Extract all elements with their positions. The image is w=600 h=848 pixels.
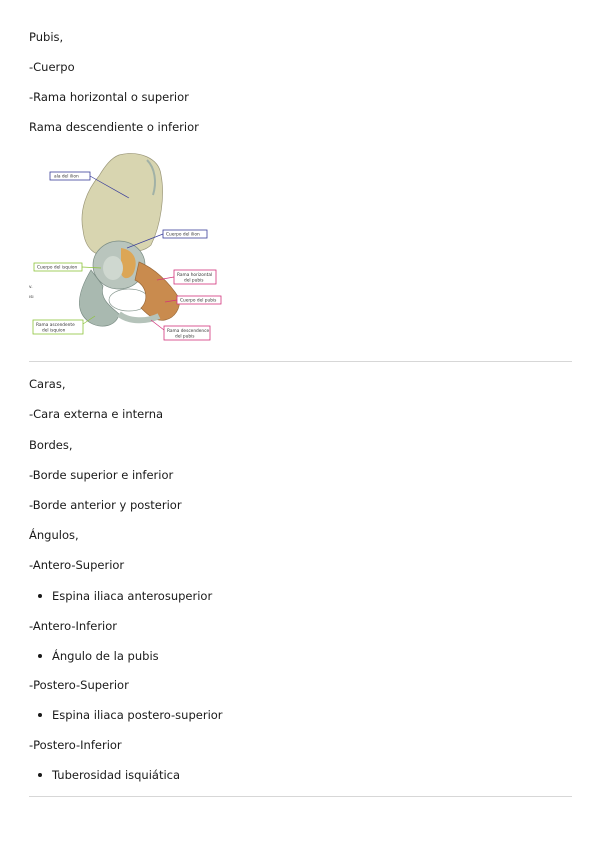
bullet-icon [38, 654, 42, 658]
text-rama-descendiente: Rama descendiente o inferior [29, 120, 199, 134]
label-rama-isquion-2: del isquion [42, 328, 66, 334]
label-ala-ilion: ala del ilion [54, 174, 79, 180]
label-rama-pubis-2: del pubis [175, 334, 195, 340]
divider [29, 796, 572, 797]
bullet-text: Espina iliaca anterosuperior [52, 589, 213, 603]
label-cuerpo-ilion: Cuerpo del ilion [166, 232, 200, 238]
text-postero-inferior: -Postero-Inferior [29, 738, 122, 752]
label-rama-pubis-1: Rama descendence [167, 329, 210, 334]
text-rama-horizontal: -Rama horizontal o superior [29, 90, 189, 104]
text-postero-superior: -Postero-Superior [29, 678, 129, 692]
bullet-icon [38, 713, 42, 717]
text-borde-superior: -Borde superior e inferior [29, 468, 174, 482]
text-borde-anterior: -Borde anterior y posterior [29, 498, 182, 512]
label-cuerpo-isquion: Cuerpo del isquion [37, 265, 78, 271]
text-antero-inferior: -Antero-Inferior [29, 619, 118, 633]
heading-angulos: Ángulos, [29, 528, 79, 542]
text-cara: -Cara externa e interna [29, 407, 164, 421]
heading-bordes: Bordes, [29, 438, 73, 452]
margin-text-2: ısı [29, 295, 34, 300]
label-rama-horizontal-1: Rama horizontal [177, 273, 213, 278]
label-rama-horizontal-2: del pubis [184, 278, 204, 284]
bullet-text: Ángulo de la pubis [52, 649, 159, 663]
bullet-text: Espina iliaca postero-superior [52, 708, 223, 722]
heading-caras: Caras, [29, 377, 66, 391]
bullet-text: Tuberosidad isquiática [52, 768, 181, 782]
margin-text-1: v. [29, 285, 33, 290]
heading-pubis: Pubis, [29, 30, 64, 44]
divider [29, 361, 572, 362]
label-rama-isquion-1: Rama ascendente [36, 323, 75, 328]
ilium-wing [82, 154, 163, 255]
hip-bone-figure [29, 150, 224, 345]
bullet-icon [38, 594, 42, 598]
bullet-icon [38, 773, 42, 777]
text-antero-superior: -Antero-Superior [29, 558, 125, 572]
label-cuerpo-pubis: Cuerpo del pubis [180, 298, 217, 304]
text-cuerpo: -Cuerpo [29, 60, 75, 74]
